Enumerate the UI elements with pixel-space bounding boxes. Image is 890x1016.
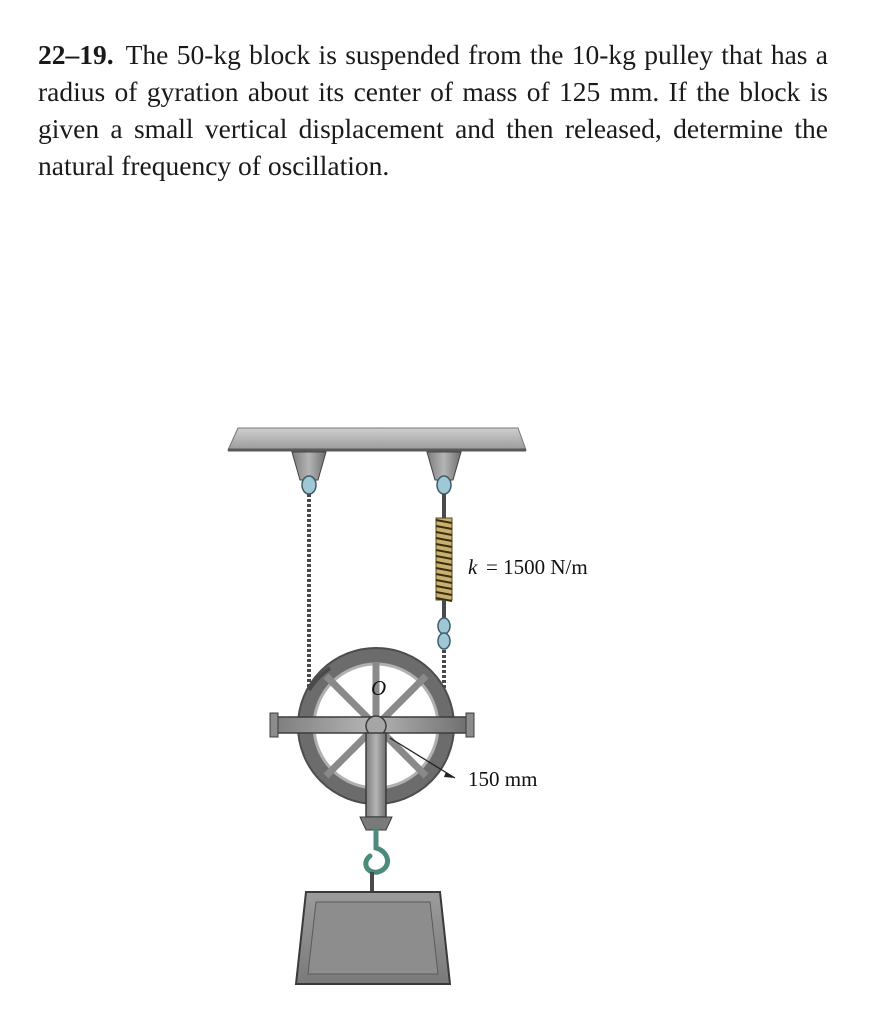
hanger-bar [360, 733, 392, 830]
radius-label: 150 mm [468, 767, 538, 791]
center-label: O [371, 676, 387, 700]
spring [436, 518, 452, 601]
spring-constant-value: = 1500 N/m [486, 555, 588, 579]
hanging-block [296, 892, 450, 984]
radius-arrowhead [444, 772, 455, 778]
hook [366, 830, 388, 892]
ceiling-support [228, 428, 526, 450]
problem-number: 22–19. [38, 39, 114, 70]
spring-constant-symbol: k [468, 555, 478, 579]
left-bracket [292, 452, 326, 494]
problem-text: The 50-kg block is suspended from the 10-kg pulley that has a radius of gyration about its center of mass of 125 mm. If the block is given a small vertical displacement and then released, determine the natural frequency of oscillation. [38, 39, 828, 181]
turnbuckle [438, 618, 450, 649]
right-bracket [427, 452, 461, 494]
